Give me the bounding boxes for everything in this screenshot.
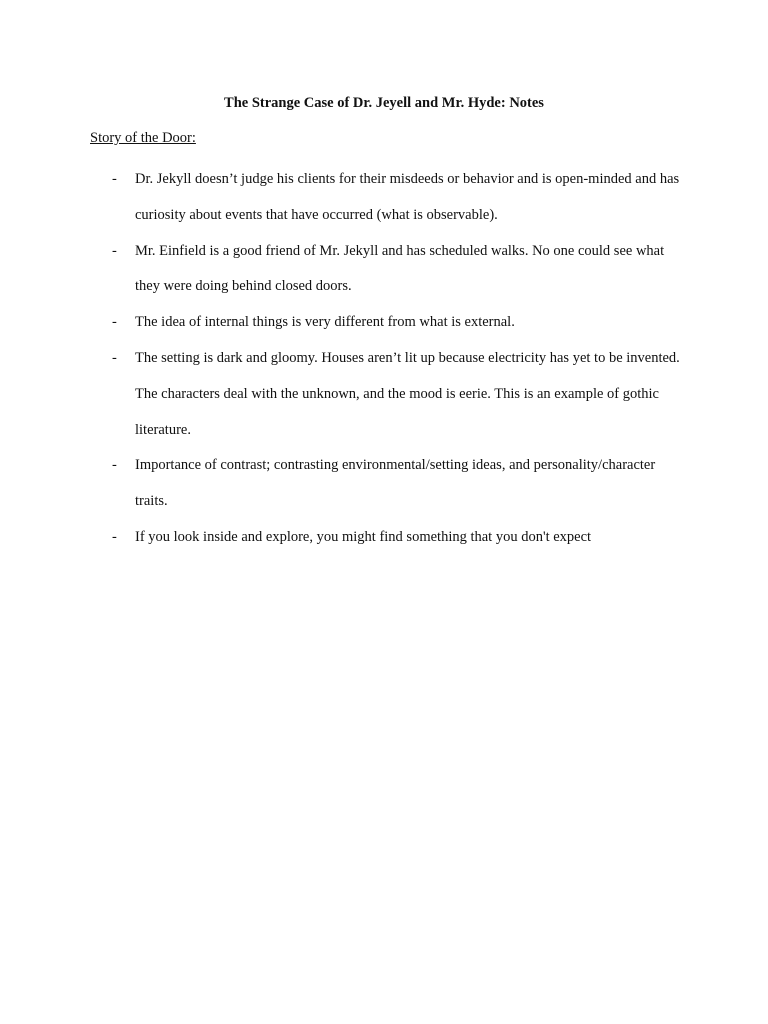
bullet-marker: - xyxy=(112,171,117,187)
bullet-marker: - xyxy=(112,457,117,474)
list-item xyxy=(90,520,690,556)
note-text: Dr. Jekyll doesn’t judge his clients for their misdeeds or behavior and is open-minded and has curiosity about events that have occurred (what is observable). xyxy=(135,171,680,223)
list-item xyxy=(90,234,690,306)
note-text: The setting is dark and gloomy. Houses aren’t lit up because electricity has yet to be invented. The characters deal with the unknown, and the mood is eerie. This is an example of gothic literature. xyxy=(135,349,680,438)
page-title: The Strange Case of Dr. Jeyell and Mr. Hyde: Notes xyxy=(224,95,544,111)
bullet-marker: - xyxy=(112,314,117,331)
bullet-marker: - xyxy=(112,349,117,366)
list-item xyxy=(90,305,690,341)
list-item xyxy=(90,448,690,520)
note-text: Importance of contrast; contrasting environmental/setting ideas, and personality/character traits. xyxy=(135,457,656,510)
bullet-marker: - xyxy=(112,528,117,545)
bullet-marker: - xyxy=(112,242,117,259)
list-item xyxy=(90,341,690,448)
note-text: If you look inside and explore, you might find something that you don't expect xyxy=(135,528,592,545)
note-text: The idea of internal things is very different from what is external. xyxy=(135,314,515,331)
list-item xyxy=(90,162,690,234)
section-heading: Story of the Door: xyxy=(90,130,196,146)
note-text: Mr. Einfield is a good friend of Mr. Jekyll and has scheduled walks. No one could see what they were doing behind closed doors. xyxy=(135,242,665,295)
notes-list xyxy=(90,162,690,556)
